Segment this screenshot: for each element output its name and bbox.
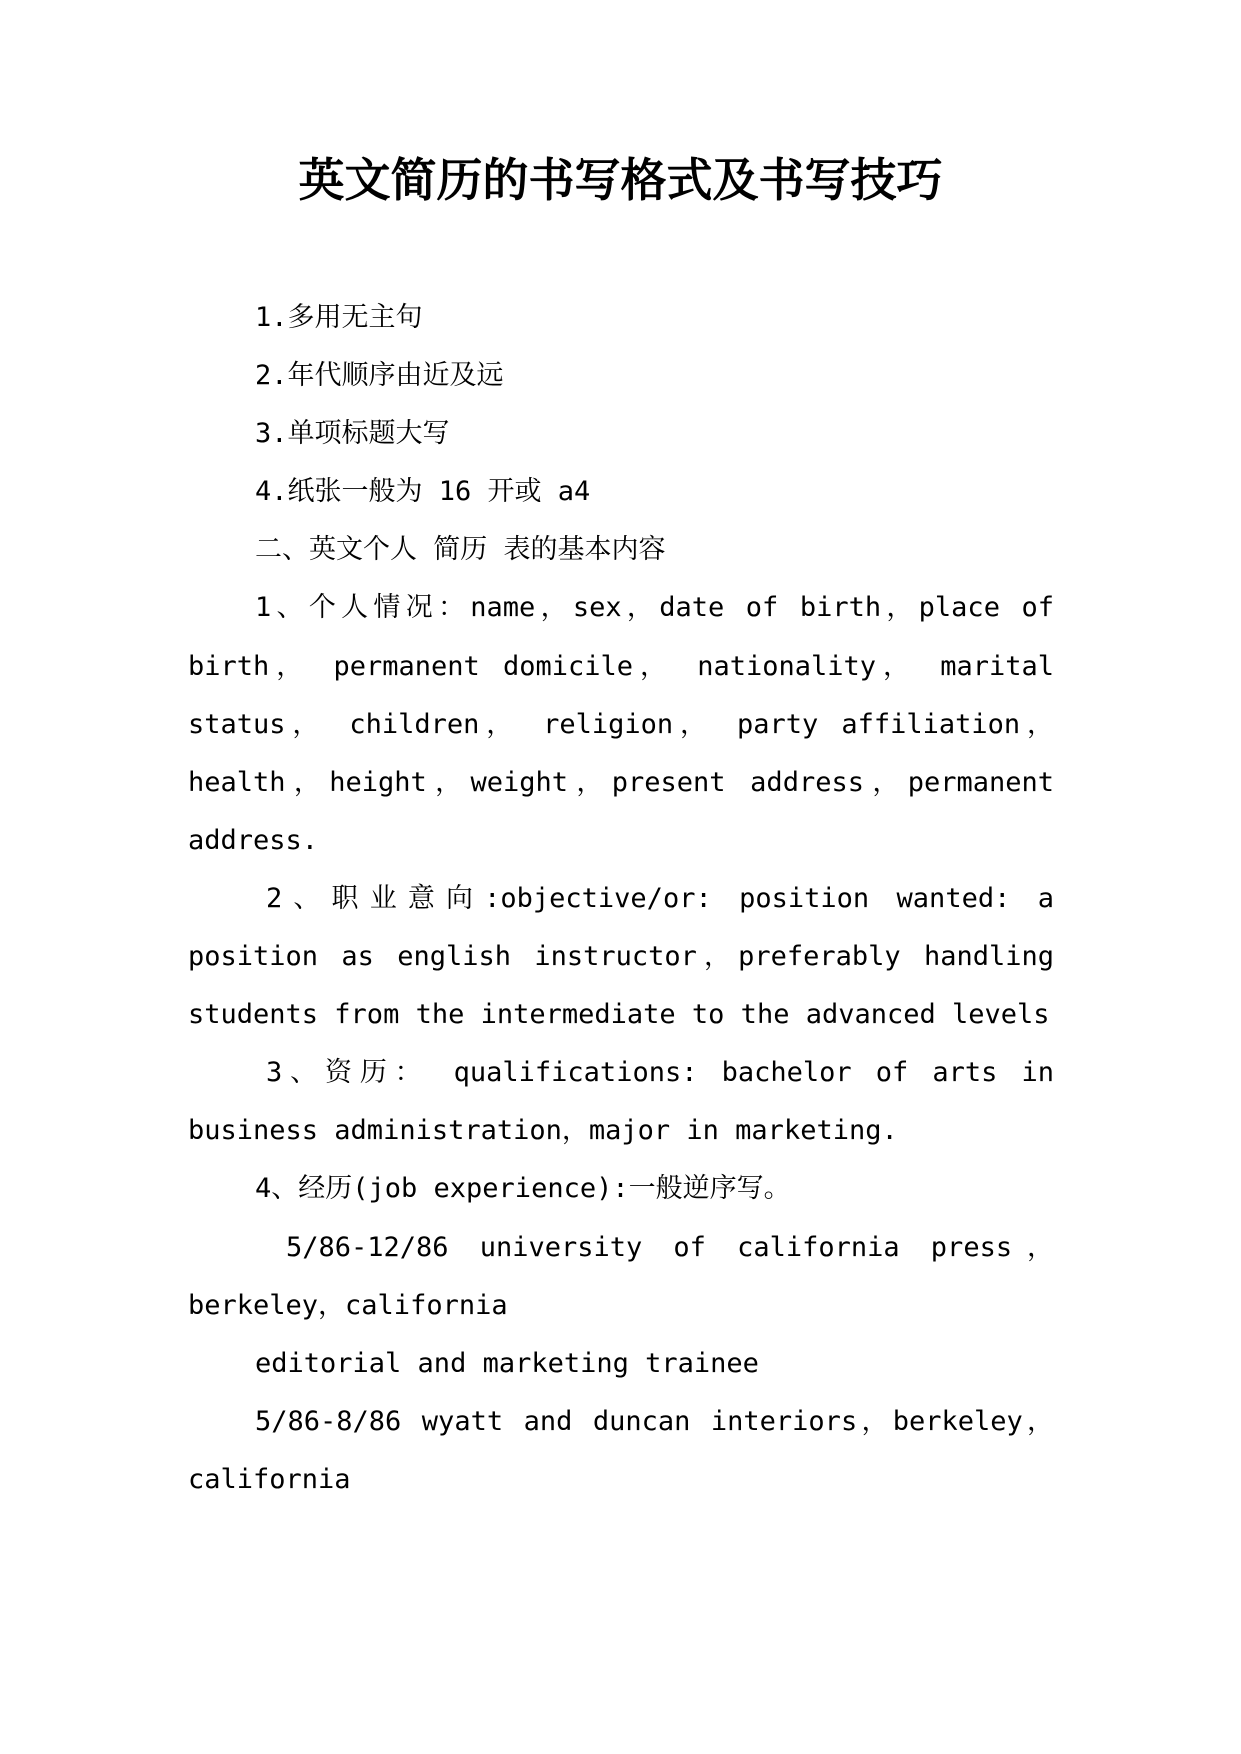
paragraph-experience: 4、经历(job experience):一般逆序写。	[255, 1173, 791, 1205]
paragraph-tip-3: 3.单项标题大写	[255, 418, 450, 450]
document-title: 英文简历的书写格式及书写技巧	[298, 153, 943, 207]
document-body	[188, 289, 1054, 1509]
paragraph-personal-info: 1、个人情况：name，sex，date of birth，place of birth， permanent domicile， nationality， marital status， children， religion， party affiliation，health，height，weight，present address，permanent address.	[188, 592, 1054, 856]
paragraph-job-1-title: editorial and marketing trainee	[255, 1347, 759, 1379]
paragraph-tip-4: 4.纸张一般为 16 开或 a4	[255, 476, 591, 508]
paragraph-tip-2: 2.年代顺序由近及远	[255, 360, 504, 392]
paragraph-job-1: 5/86-12/86 university of california press，berkeley，california	[188, 1231, 1054, 1321]
section-heading-basic-content: 二、英文个人 简历 表的基本内容	[255, 534, 666, 566]
paragraph-job-2: 5/86-8/86 wyatt and duncan interiors，berkeley，california	[188, 1405, 1054, 1495]
paragraph-objective: 2、职业意向:objective/or: position wanted: a position as english instructor，preferably handling students from the intermediate to the advanced levels	[188, 882, 1054, 1031]
paragraph-qualifications: 3、资历： qualifications: bachelor of arts in business administration，major in marketing.	[188, 1057, 1054, 1147]
paragraph-tip-1: 1.多用无主句	[255, 302, 423, 333]
